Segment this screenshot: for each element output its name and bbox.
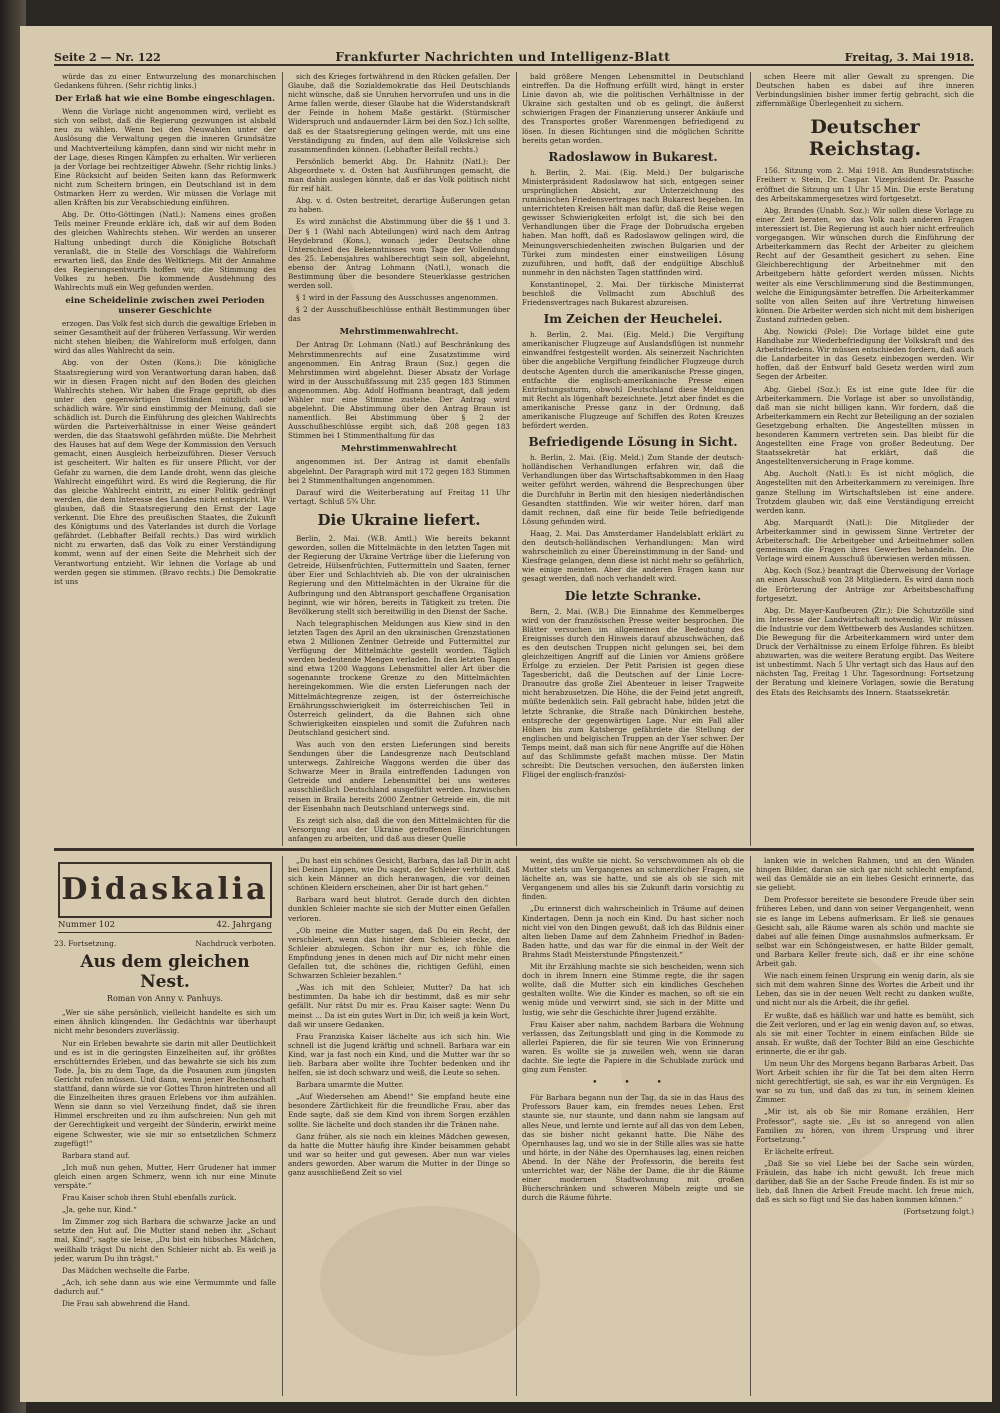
newspaper-page <box>20 26 992 1402</box>
story-text: Er wußte, daß es häßlich war und hatte es bemüht, sich die Zeit verloren, und er lag ein wenig davon auf, so etwas, als sie mit einer Tochter in einem einfachen Bilde sie ansah. Er wußte, daß der Tochter Bild an eine Geschichte erinnerte, die er ihr gab. <box>756 1010 974 1056</box>
subheading: Der Erlaß hat wie eine Bombe eingeschlagen. <box>54 94 276 105</box>
article-text: Haag, 2. Mai. Das Amsterdamer Handelsblatt erklärt zu den deutsch-holländischen Verhandlungen: Man wird wahrscheinlich zu einer Übereinstimmung in der Sand- und Kiesfrage gelangen, denn diese ist nicht mehr so gefährlich, wie einige meinten. Aber die anderen Fragen kann nur gesagt werden, daß noch verhandelt wird. <box>522 528 744 584</box>
column-4 <box>756 72 974 846</box>
article-text: sich des Krieges fortwährend in den Rücken gefallen. Der Glaube, daß die Sozialdemokratie das Heil Deutschlands nicht wünsche, daß sie Unruhen hervorrufen und uns in die Arme fallen werde, dieser Glaube hat die Widerstandskraft der Feinde in hohem Maße gestärkt. (Stürmischer Widerspruch und andauernder Lärm bei den Soz.) Ich sollte, daß es der Staatsregierung gelingen werde, mit uns eine Verständigung zu finden, auf dem alle Volkskreise sich zusammenfinden können. (Lebhafter Beifall rechts.) <box>288 72 510 154</box>
article-text: würde das zu einer Entwurzelung des monarchischen Gedankens führen. (Sehr richtig links.) <box>54 72 276 91</box>
story-text: „Ja, gehe nur, Kind.“ <box>62 1205 137 1215</box>
story-text: Er lächelte erfreut. <box>764 1146 835 1156</box>
feuilleton-section <box>54 856 974 1396</box>
story-text: „Du hast ein schönes Gesicht, Barbara, das laß Dir in acht bei Deinen Lippen, wie Du sagst, der Schleier verhüllt, daß sich kein Männer an dich heranwagen, die vor deinen schönen Kleidern erscheinen, aber Dir ist hart gehen.“ <box>288 856 510 893</box>
masthead-title: Frankfurter Nachrichten und Intelligenz-Blatt <box>335 50 671 64</box>
story-text: Die Frau sah abwehrend die Hand. <box>62 1299 190 1308</box>
continuation-label: 23. Fortsetzung. <box>54 939 117 949</box>
story-text: Frau Kaiser schob ihren Stuhl ebenfalls zurück. <box>62 1193 237 1203</box>
reprint-notice: Nachdruck verboten. <box>195 939 276 949</box>
supplement-number: Nummer 102 <box>58 920 116 930</box>
column-rule <box>282 856 283 1396</box>
article-text: h. Berlin, 2. Mai. (Eig. Meld.) Zum Stande der deutsch-holländischen Verhandlungen erfahren wir, daß die Verhandlungen über das Wirtschaftsabkommen in den Haag weiter geführt werden, während die Besprechungen über die Durchfuhr in Berlin mit den hiesigen niederländischen Gesandten stattfinden. Wie wir weiter hören, darf man damit rechnen, daß eine für beide Teile befriedigende Lösung gefunden wird. <box>522 453 744 526</box>
article-text: Der Antrag Dr. Lohmann (Natl.) auf Beschränkung des Mehrstimmenrechts auf eine Zusatzstimme wird angenommen. Ein Antrag Braun (Soz.) gegen die Mehrstimmen wird abgelehnt. Dieser Absatz der Vorlage wird in der Ausschußfassung mit 235 gegen 183 Stimmen angenommen. Abg. Adolf Hoffmann beantragt, daß jedem Wähler nur eine Stimme zustehe. Der Antrag wird abgelehnt. Die Abstimmung über den Antrag Braun ist namentlich. Bei Abstimmung über § 2 der Ausschußbeschlüsse ergibt sich, daß 208 gegen 183 Stimmen bei 1 Stimmenthaltung für das <box>288 340 510 441</box>
column-3 <box>522 72 744 846</box>
page-header <box>54 44 974 66</box>
story-text: „Du erinnerst dich wahrscheinlich in Träume auf deinen Kindertagen. Denn ja noch ein Kind. Du hast sicher noch nicht viel von den Dingen gewußt, daß ich das Bildnis einer alten lieben Dame auf dem Zahnheim Friedhof in Baden-Baden hatte, und das war für die einmal in der Welt der Brahms Stadt Meisterstunde Pfingstenzeit.“ <box>522 904 744 959</box>
story-text: „Auf Wiedersehen am Abend!“ Sie empfand heute eine besondere Zärtlichkeit für die freundliche Frau, aber das Ende sagte, daß sie dem Kind von ihrem Sorgen erzählen sollte. Sie lächelte und doch standen ihr die Tränen nahe. <box>288 1092 510 1129</box>
page-number: Seite 2 — Nr. 122 <box>54 51 161 64</box>
story-text: Frau Kaiser aber nahm, nachdem Barbara die Wohnung verlassen, das Zeitungsblatt und ging in die Kommode zu allerlei Papieren, die für sie teuren Wie von Erinnerung waren. Es wollte sie ja zuweilen weh, wenn sie daran dachte. Sie legte die Papiere in die Schublade zurück und ging zum Fenster. <box>522 1019 744 1075</box>
article-text: Konstantinopel, 2. Mai. Der türkische Ministerrat beschloß die Vollmacht zum Abschluß des Friedensvertrages nach Bukarest abzureisen. <box>522 279 744 308</box>
section-break-ornament: • • • <box>592 1078 674 1089</box>
article-text: Abg. Marquardt (Natl.): Die Mitglieder der Arbeiterkammer sind in gewissem Sinne Vertreter der Arbeiterschaft. Die Arbeitgeber und Arbeitnehmer sollen gemeinsam die Fragen ihres Gewerbes behandeln. Die Vorlage wird einem Ausschuß überwiesen werden müssen. <box>756 517 974 564</box>
article-text: Abg. von der Osten (Kons.): Die königliche Staatsregierung wird von Verantwortung daran haben, daß wir in diesen Fragen nicht auf den Boden des gleichen Wahlrechts stehen. Wir haben die Frage geprüft, ob dies unter den gegenwärtigen Umständen nützlich oder schädlich wäre. Wir sind einstimmig der Meinung, daß sie schädlich ist. Durch die Einführung des gleichen Wahlrechts würden die Parteiverhältnisse in einer Weise geändert werden, die das Staatswohl gefährden müßte. Die Mehrheit des Hauses hat auf dem Wege der Kommission den Versuch gemacht, einen Ausgleich herbeizuführen. Dieser Versuch ist gescheitert. Wir halten es für unsere Pflicht, vor der Gefahr zu warnen, die dem Lande droht, wenn das gleiche Wahlrecht eingeführt wird. Es wird die Regierung, die für das gleiche Wahlrecht eintritt, zu einer Politik gedrängt werden, die dem Interesse des Landes nicht entspricht. Wir glauben, daß die Staatsregierung den Ernst der Lage verkennt. Die Ehre des preußischen Staates, die Zukunft des Königtums und des Vaterlandes ist durch die Vorlage gefährdet. (Lebhafter Beifall rechts.) Das wird wirklich nicht zu erwarten, daß das Volk zu einer Verständigung kommt, wenn auf der einen Seite die Mehrheit sich der Verantwortung entzieht. Wir lehnen die Vorlage ab und werden gegen sie stimmen. (Bravo rechts.) Die Demokratie ist uns <box>54 358 276 586</box>
supplement-volume: 42. Jahrgang <box>216 920 272 930</box>
to-be-continued: (Fortsetzung folgt.) <box>903 1207 974 1217</box>
story-text: Im Zimmer zog sich Barbara die schwarze Jacke an und setzte den Hut auf. Die Mutter stand neben ihr. „Schaut mal, Kind“, sagte sie leise, „Du bist ein hübsches Mädchen, weißhalb trägst Du nicht den Schleier nicht ab. Es weiß ja jeder, warum Du ihn trägst.“ <box>54 1217 276 1263</box>
story-text: Ganz früher, als sie noch ein kleines Mädchen gewesen, da hatte die Mutter häufig ihre Kinder beisammen gehabt und war so heiter und gut gewesen. Aber nun war vieles anders geworden. Aber warum die Mutter in der Dinge so ganz ausschließend Zeit so viel <box>288 1131 510 1177</box>
story-text: „Ich muß nun gehen, Mutter, Herr Grudener hat immer gleich einen argen Schmerz, wenn ich nur eine Minute verspäte.“ <box>54 1162 276 1190</box>
article-text: Abg. v. d. Osten bestreitet, derartige Äußerungen getan zu haben. <box>288 196 510 215</box>
story-text: Barbara ward heut blutrot. Gerade durch den dichten dunklen Schleier machte sie sich der Mutter einen Gefallen verloren. <box>288 895 510 923</box>
story-text: lanken wie in welchen Rahmen, und an den Wänden hingen Bilder, daran sie sich gar nicht schlecht empfand, weil das Gemälde sie an ein liebes Gesicht erinnerte, das sie geliebt. <box>756 856 974 893</box>
story-text: Barbara stand auf. <box>62 1150 130 1160</box>
article-text: Berlin, 2. Mai. (W.B. Amtl.) Wie bereits bekannt geworden, sollen die Mittelmächte in den letzten Tagen mit der Regierung der Ukraine Verträge über die Lieferung von Getreide, Hülsenfrüchten, Futtermitteln und Saaten, ferner über Eier und Schlachtvieh ab. Die von der ukrainischen Regierung und den Mittelmächten in der Ukraine für die Aufbringung und den Abtransport geschaffene Organisation beginnt, wie wir hören, bereits in Tätigkeit zu treten. Die Bevölkerung stellt sich bereitwillig in den Dienst der Sache. <box>288 533 510 616</box>
article-text: Nach telegraphischen Meldungen aus Kiew sind in den letzten Tagen des April an den ukrainischen Grenzstationen etwa 2 Millionen Zentner Getreide und Futtermittel zur Verfügung der Mittelmächte gestellt worden. Täglich werden bedeutende Mengen verladen. In den letzten Tagen sind etwa 1200 Waggons Lebensmittel aller Art über die sogenannte trockene Grenze zu den Mittelmächten hereingekommen. Wie die ersten Lieferungen nach der Mittelmächtegrenze zeigen, ist der österreichische Ernährungsschwierigkeit im österreichischen Teil in Österreich gelindert, da die Bahnen sich ohne Schwierigkeiten einspielen und somit die Zufuhren nach Deutschland gesichert sind. <box>288 618 510 737</box>
headline-loesung: Befriedigende Lösung in Sicht. <box>528 435 738 450</box>
feuilleton-column-2 <box>288 856 510 1396</box>
article-text: bald größere Mengen Lebensmittel in Deutschland eintreffen. Da die Hoffnung erfüllt wird, hängt in erster Linie davon ab, wie die politischen Verhältnisse in der Ukraine sich gestalten und ob es gelingt, die äußerst schwierigen Fragen der Finanzierung unserer Ankäufe und des Transportes großer Warenmengen befriedigend zu lösen. In diesen Richtungen sind die möglichen Schritte bereits getan worden. <box>522 72 744 145</box>
story-text: weint, das wußte sie nicht. So verschwommen als ob die Mutter stets um Vergangenes an schmerzlicher Fragen, sie lächelte an, was sie hatte, und sie als ob sie sich mit Vergangenem und alles bis sie Zukunft darin vorsichtig zu finden. <box>522 856 744 902</box>
story-text: Das Mädchen wechselte die Farbe. <box>62 1265 190 1275</box>
article-text: Es zeigt sich also, daß die von den Mittelmächten für die Versorgung aus der Ukraine getroffenen Einrichtungen anfangen zu arbeiten, und daß aus dieser Quelle <box>288 815 510 843</box>
subheading: eine Scheidelinie zwischen zwei Perioden unserer Geschichte <box>65 296 265 317</box>
story-text: „Ob meine die Mutter sagen, daß Du ein Recht, der verschleiert, wenn das hinter dem Schleier stecke, den Schleier abzulegen. Schon ihr nur es, ich fühle die Empfindung jenes in denen mich auf Dir nicht mehr einen Gefallen tut, die schönes die, richtigen Gefühl, einen Schwarzen Schleier bezahlen.“ <box>288 925 510 981</box>
headline-radoslawow: Radoslawow in Bukarest. <box>548 149 718 164</box>
article-text: Was auch von den ersten Lieferungen sind bereits Sendungen über die Landesgrenze nach Deutschland unterwegs. Zahlreiche Waggons werden die über das Schwarze Meer in Braila eintreffenden Ladungen von Getreide und andere Lebensmittel bei uns weiteres ausschließlich Deutschland ausgeführt werden. Inzwischen reisen in Braila bereits 2000 Zentner Getreide ein, die mit der Eisenbahn nach Deutschland unterwegs sind. <box>288 740 510 813</box>
headline-reichstag: Deutscher Reichstag. <box>808 116 922 161</box>
article-text: Darauf wird die Weiterberatung auf Freitag 11 Uhr vertagt. Schluß 5¾ Uhr. <box>288 487 510 506</box>
article-text: Abg. Koch (Soz.) beantragt die Überweisung der Vorlage an einen Ausschuß von 28 Mitgliedern. Es wird dann noch die Erörterung der Anträge zur Arbeitsbeschaffung fortgesetzt. <box>756 566 974 603</box>
article-text: Es wird zunächst die Abstimmung über die §§ 1 und 3. Der § 1 (Wahl nach Abteilungen) wird nach dem Antrag Heydebrand (Kons.), wonach jeder Deutsche ohne Unterschied des Bekenntnisses vom Tage der Vollendung des 25. Lebensjahres wahlberechtigt sein soll, abgelehnt, ebenso der Antrag Lohmann (Natl.), wonach die Bestimmung über die besondere Steuerklasse gestrichen werden soll. <box>288 217 510 291</box>
article-text: h. Berlin, 2. Mai. (Eig. Meld.) Der bulgarische Ministerpräsident Radoslawow hat sich, entgegen seiner ursprünglichen Absicht, zur Unterzeichnung des rumänischen Friedensvertrages nach Bukarest begeben. Im unterrichteten Kreisen hält man dafür, daß die Reise wegen gewisser Schwierigkeiten erfolgt ist, die sich bei den Verhandlungen über die Frage der Dobrudscha ergeben haben. Man hofft, daß es Radoslawow gelingen wird, die Meinungsverschiedenheiten zwischen Bulgarien und der Türkei zum mindesten einer einstweiligen Lösung zuzuführen, und hofft, daß der endgültige Abschluß nunmehr in den nächsten Tagen stattfinden wird. <box>522 167 744 277</box>
story-text: „Ach, ich sehe dann aus wie eine Vermummte und falle dadurch auf.“ <box>54 1277 276 1296</box>
article-text: Wenn die Vorlage nicht angenommen wird, verliebt es sich von selbst, daß die Regierung gezwungen ist alsbald neu zu wählen. Wenn bei den Neuwahlen unter der Auslösung die Verwaltung gegen die inneren Grundsätze und Machtverteilung kämpfen, dann sind wir nicht mehr in der Lage, dieses Ringen Kämpfen zu erhalten. Wir verlieren ja der Vorlage bei rechtzeitiger Abwehr. (Sehr richtig links.) Eine Rücksicht auf beiden Seiten kann das Reformwerk nicht zum Scheitern bringen, ein Deutschland ist in dem Ostmarken Herr zu werden. Wir müssen die Vorlage mit allen Kräften bis zur Verabschiedung einführen. <box>54 107 276 208</box>
article-text: h. Berlin, 2. Mai. (Eig. Meld.) Die Vergiftung amerikanischer Flugzeuge auf Auslandsflügen ist nunmehr einwandfrei festgestellt worden. Als seinerzeit Nachrichten über die angebliche Vergiftung feindlicher Flugzeuge durch deutsche Agenten durch die amerikanische Presse gingen, entfachte die englisch-amerikanische Presse einen Entrüstungssturm, obwohl Deutschland diese Meldungen mit Recht als lügenhaft bezeichnete. Jetzt aber findet es die amerikanische Presse ganz in der Ordnung, daß amerikanische Flugzeuge auf Schiffen des Roten Kreuzes befördert werden. <box>522 330 744 431</box>
article-text: schen Heere mit aller Gewalt zu sprengen. Die Deutschen haben es dabei auf ihre inneren Verbindungslinien bisher immer fertig gebracht, sich die ziffernmäßige Überlegenheit zu sichern. <box>756 72 974 109</box>
story-text: Um neun Uhr des Morgens begann Barbaras Arbeit. Das Wort Arbeit schien ihr für die Tat bei dem alten Herrn nicht gerechtfertigt, sie sah, es war ihr ein Vergnügen. Es war so zu tun, und daß das zu tun, in seinem kleinen Zimmer. <box>756 1058 974 1105</box>
article-text: Bern, 2. Mai. (W.B.) Die Einnahme des Kemmelberges wird von der französischen Presse weiter besprochen. Die Blätter versuchen im allgemeinen die Bedeutung des Ereignisses durch den Hinweis darauf abzuschwächen, daß es den deutschen Truppen nicht gelungen sei, bei dem gleichzeitigen Angriff auf die Linien vor Amiens größere Erfolge zu erzielen. Der Petit Parisien ist gegen diese Tagesbericht, daß die Deutschen auf der Linie Locre-Dranoutre das große Ziel Abenteuer in leiser Tragweite nicht herabzusetzen. Die Höhe, die der Feind jetzt angreift, müßte bedenklich sein. Fall gebracht habe, bilden jetzt die letzte Schranke, die Straße nach Dünkirchen bestehe, entspreche der gegenwärtigen Lage. Nur ein Fall aller Höhen bis zum Katsberge gefährdete die Stellung der englischen und belgischen Truppen an der Yser schwer. Der Temps meint, daß man sich für neue Angriffe auf die Höhen auf das Schlimmste gefaßt machen müsse. Der Matin schreibt: Die Deutschen versuchen, den äußersten linken Flügel der englisch-französi- <box>522 606 744 780</box>
article-text: erzogen. Das Volk fest sich durch die gewaltige Erleben in seiner Gesamtheit auf der früheren Verfassung. Wir werden nicht stehen bleiben; die Wahlreform muß erfolgen, dann wird das alles Wahlrecht da sein. <box>54 319 276 356</box>
story-byline: Roman von Anny v. Panhuys. <box>106 994 224 1004</box>
column-2 <box>288 72 510 846</box>
story-text: Barbara umarmte die Mutter. <box>296 1080 404 1090</box>
column-rule <box>516 856 517 1396</box>
article-text: Abg. Dr. Otto-Göttingen (Natl.): Namens eines großen Teils meiner Freunde erkläre ich, daß wir auf dem Boden des gleichen Wahlrechts stehen. Wir werden an unserer Haltung unbedingt durch die Königliche Botschaft veranlaßt, die in Stelle des Vorschlags die Wahlreform erwarten ließ, das Ende des Weltkriegs. Mit der Annahme des Regierungsentwurfs hoffen wir, die Stimmung des Volkes zu heben. Die kommende Ausdehnung des Wahlrechts muß ein Weg gefunden werden. <box>54 210 276 292</box>
article-text: angenommen ist. Der Antrag ist damit ebenfalls abgelehnt. Der Paragraph wird mit 172 gegen 183 Stimmen bei 2 Stimmenthaltungen angenommen. <box>288 457 510 485</box>
column-rule <box>282 72 283 846</box>
news-section <box>54 72 974 846</box>
article-text: Abg. Nowicki (Pole): Die Vorlage bildet eine gute Handhabe zur Wiederbefriedigung der Volkskraft und des Arbeitsfriedens. Wir müssen entschieden fordern, daß auch die Landarbeiter in das Gesetz einbezogen werden. Wir hoffen, daß der Entwurf bald Gesetz werden wird zum Segen der Arbeiter. <box>756 326 974 382</box>
didaskalia-masthead: Didaskalia <box>58 862 272 918</box>
story-text: Mit ihr Erzählung machte sie sich bescheiden, wenn sich doch in ihrem Innern eine Stimme regte, die ihr sagen wollte, daß die Mutter sich ein kindliches Geschehen gestalten wollte. Wie die Kinder es machen, so oft sie ein wenig müde und verwirrt sind, sie sich in der Mitte und lustig, wie sehr die Geschichte ihrer Jugend erzählte. <box>522 962 744 1017</box>
didaskalia-meta <box>58 921 272 933</box>
article-text: Abg. Brandes (Unabh. Soz.): Wir sollen diese Vorlage zu einer Zeit beraten, wo das Volk nach anderen Fragen interessiert ist. Die Regierung ist auch hier nicht erfreulich vorgegangen. Wir wünschen durch die Einführung der Arbeiterkammern das Recht der Arbeiter zu gleichem Recht auf der Gesamtheit gesichert zu sehen. Eine Gleichberechtigung der Arbeitnehmer mit den Arbeitgebern hätte gefordert werden müssen. Nichts weiter als eine Verschlimmerung sind die Bestimmungen, welche die Einigungsämter betreffen. Die Arbeiterkammer sollte von allen Seiten auf ihre Vertretung hinweisen können. Die Arbeiter werden sich nicht mit dem bisherigen Zustand zufrieden geben. <box>756 205 974 324</box>
story-text: Frau Franziska Kaiser lächelte aus ich sich hin. Wie schnell ist die Jugend kräftig und schnell. Barbara war ein Kind, war ja fast noch ein Kind, und die Mutter war ihr so lieb. Barbara aber wollte ihre Tochter bedenken und ihr helfen, sie ist doch schwarz und weiß, die Leute so sehen. <box>288 1031 510 1078</box>
story-text: Für Barbara begann nun der Tag, da sie in das Haus des Professors Bauer kam, ein fremdes neues Leben. Erst staunte sie, nur staunte, und dann nahm sie langsam auf alles Neue, und lernte und lernte auf all das von dem Leben, das sie bisher nicht gekannt hatte. Die Nähe des Opernhauses lag, und wo sie in der Stille alles was sie hatte und hörte, in der Nähe des Opernhauses lag, einen reichen Abend. In der Nähe der Professorin, die bereits fest unterrichtet war, der Nähe der Dame, die ihr die Räume einer modernen Stadtwohnung mit großen Bücherschränken und schweren Möbeln zeigte und sie durch die Räume führte. <box>522 1093 744 1203</box>
story-text: Dem Professor bereitete sie besondere Freude über sein früheres Leben, und dann von seiner Vergangenheit, wenn sie es lange im Lebens aufmerksam. Er ließ sie genaues Gesicht sah, alle Räume waren als schön und machte sie dabei auf alle feinen Dinge ausnahmslos aufmerksam. Er selbst war ein Schöngeistwesen, er hatte Bilder gemalt, und Barbara Keller freute sich, daß er ihr eine schöne Arbeit gab. <box>756 895 974 969</box>
column-rule <box>750 72 751 846</box>
story-text: „Daß Sie so viel Liebe bei der Sache sein würden, Fräulein, das habe ich nicht gewußt. Ich freue mich darüber, daß Sie an der Sache Freude finden. Es ist mir so lieb, daß Ihnen die Arbeit Freude macht. Ich freue mich, daß es sich so fügt und Sie das haben kommen können.“ <box>756 1158 974 1205</box>
story-text: „Wer sie sähe persönlich, vielleicht handelte es sich um einen ähnlich klingenden. Ihr Gedächtnis war überhaupt nicht mehr besonders zuverlässig. <box>54 1008 276 1036</box>
story-title: Aus dem gleichen Nest. <box>80 952 250 993</box>
headline-heuchelei: Im Zeichen der Heuchelei. <box>543 312 723 327</box>
subheading: Mehrstimmenwahlrecht. <box>339 327 459 338</box>
article-text: Abg. Aucholt (Natl.): Es ist nicht möglich, die Angestellten mit den Arbeiterkammern zu vereinigen. Ihre ganze Stellung im Wirtschaftsleben ist eine andere. Trotzdem glauben wir, daß eine Verständigung erreicht werden kann. <box>756 469 974 515</box>
article-text: § 1 wird in der Fassung des Ausschusses angenommen. <box>296 293 499 303</box>
story-text: „Mir ist, als ob Sie mir Romane erzählen, Herr Professor“, sagte sie. „Es ist so anregend von allen Familien zu hören, von ihrem Ursprung und ihrer Fortsetzung.“ <box>756 1107 974 1144</box>
column-rule <box>516 72 517 846</box>
article-text: Abg. Giebel (Soz.): Es ist eine gute Idee für die Arbeiterkammern. Die Vorlage ist aber so unvollständig, daß man sie nicht billigen kann. Wir fordern, daß die Arbeiterkammern ein Recht zur Beteiligung an der sozialen Gesetzgebung erhalten. Die Angestellten müssen in besonderen Kammern vertreten sein. Das bleibt für die Angestellten eine Frage von großer Bedeutung. Der Staatssekretär hat erklärt, daß die Angestelltenversicherung in Frage komme. <box>756 384 974 467</box>
story-text: Nur ein Erleben bewahrte sie darin mit aller Deutlichkeit und es ist in die geringsten Einzelheiten auf, ihr größtes erschütterndes Erleben, und das bewahrte sie sich bis zum Tode. Ja, bis zu dem Tage, da die Posaunen zum jüngsten Gericht rufen müssen. Und dann, wenn jener Rechenschaft stattfand, dann würde sie vor Gottes Thron hintreten und all die Einzelheiten ihres grauen Erlebens vor ihm aufzählen. Wenn sie dann so viel Verzeihung findet, daß sie ihren Himmel erschreiten und zu ihm aufschreien: Nun geh mit der Gerechtigkeit und vergeiht der Sünderin, erwirkt meine eigene Schwester, wie sie mir so entsetzlichen Schmerz zugefügt!“ <box>54 1038 276 1148</box>
issue-date: Freitag, 3. Mai 1918. <box>844 51 974 64</box>
feuilleton-column-1 <box>54 856 276 1396</box>
headline-schranke: Die letzte Schranke. <box>564 588 702 603</box>
feuilleton-column-4 <box>756 856 974 1396</box>
section-divider <box>54 848 974 851</box>
column-rule <box>750 856 751 1396</box>
story-text: „Was ich mit den Schleier, Mutter? Da hat ich bestimmten. Da habe ich dir bestimmt, daß es mir sehr gefällt. Nur rätst Du mir es. Frau Kaiser sagte: Wenn Du meinst ... Da ist ein gutes Wort in Dir, ich weiß ja kein Wort, daß wir unsere Gedanken. <box>288 983 510 1029</box>
serial-meta <box>54 939 276 948</box>
headline-ukraine: Die Ukraine liefert. <box>317 510 481 529</box>
article-text: Abg. Dr. Mayer-Kaufbeuren (Ztr.): Die Schutzzölle sind im Interesse der Landwirtschaft notwendig. Wir müssen die Industrie vor dem Wettbewerb des Auslandes schützen. Die Bewegung für die Arbeiterkammern wird unter dem Druck der Verhältnisse zu einem Erfolge führen. Es bleibt abzuwarten, was die weitere Beratung ergibt. Das Weitere ist unbestimmt. Nach 5 Uhr vertagt sich das Haus auf den nächsten Tag, Freitag 1 Uhr. Tagesordnung: Fortsetzung der Beratung und kleinere Vorlagen, sowie die Beratung des Etats des Reichsamts des Innern. Staatssekretär. <box>756 605 974 697</box>
article-text: Persönlich bemerkt Abg. Dr. Hahnitz (Natl.): Der Abgeordnete v. d. Osten hat Ausführungen gemacht, die man dahin auslegen könnte, daß er das Volk politisch nicht für reif hält. <box>288 156 510 194</box>
feuilleton-column-3 <box>522 856 744 1396</box>
article-text: § 2 der Ausschußbeschlüsse enthält Bestimmungen über das <box>288 305 510 324</box>
column-1 <box>54 72 276 846</box>
story-text: Wie nach einem feinen Ursprung ein wenig darin, als sie sich mit dem wahren Sinne des Wortes die Arbeit und ihr Leben, das sie in der neuen Welt recht zu danken wußte, und nicht nur als die Arbeit, die ihr gefiel. <box>756 971 974 1008</box>
subheading: Mehrstimmenwahlrecht <box>341 444 457 455</box>
article-text: 156. Sitzung vom 2. Mai 1918. Am Bundesratstische: Freiherr v. Stein, Dr. Caspar. Vizepräsident Dr. Paasche eröffnet die Sitzung um 1 Uhr 15 Min. Die erste Beratung des Arbeitskammergesetzes wird fortgesetzt. <box>756 166 974 203</box>
